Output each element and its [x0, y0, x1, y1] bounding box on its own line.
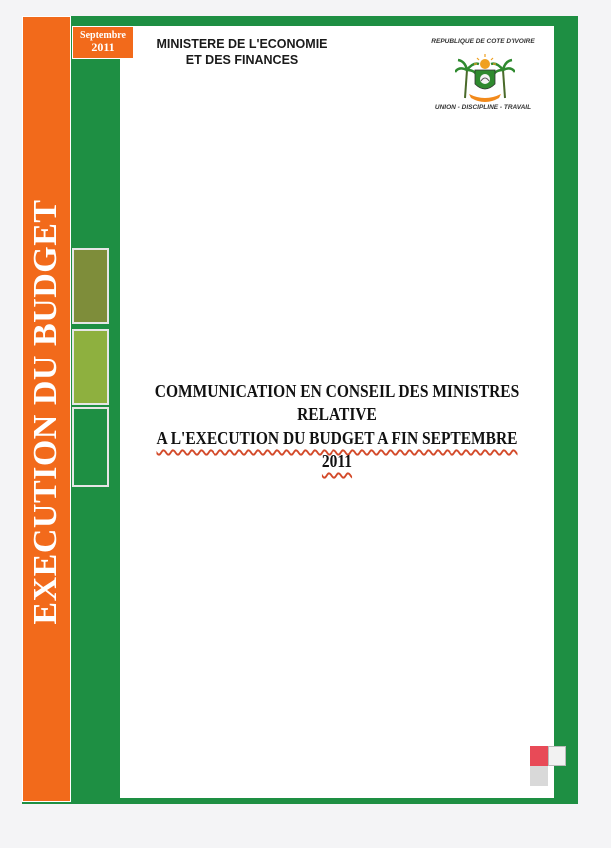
date-year: 2011 [91, 40, 115, 54]
date-badge [72, 26, 134, 59]
ministry-line-2: ET DES FINANCES [185, 52, 299, 67]
national-motto: UNION - DISCIPLINE - TRAVAIL [434, 104, 532, 111]
ministry-name [142, 37, 342, 68]
decor-mini-red [530, 746, 548, 766]
coat-of-arms-icon [455, 48, 515, 104]
decor-square-olive [72, 248, 109, 324]
title-line-1: COMMUNICATION EN CONSEIL DES MINISTRES [154, 381, 520, 401]
decor-square-lightgreen [72, 329, 109, 405]
title-line-3: A L'EXECUTION DU BUDGET A FIN SEPTEMBRE 2011 [156, 427, 518, 472]
decor-mini-grey [530, 766, 548, 786]
decor-square-green [72, 407, 109, 487]
republic-label: REPUBLIQUE DE COTE D'IVOIRE [431, 38, 535, 45]
ministry-line-1: MINISTERE DE L'ECONOMIE [156, 37, 328, 51]
title-line-2: RELATIVE [297, 404, 377, 425]
side-title: EXECUTION DU BUDGET [27, 199, 64, 625]
date-month: Septembre [80, 30, 126, 41]
decor-mini-white [548, 746, 566, 766]
document-title [150, 380, 523, 474]
